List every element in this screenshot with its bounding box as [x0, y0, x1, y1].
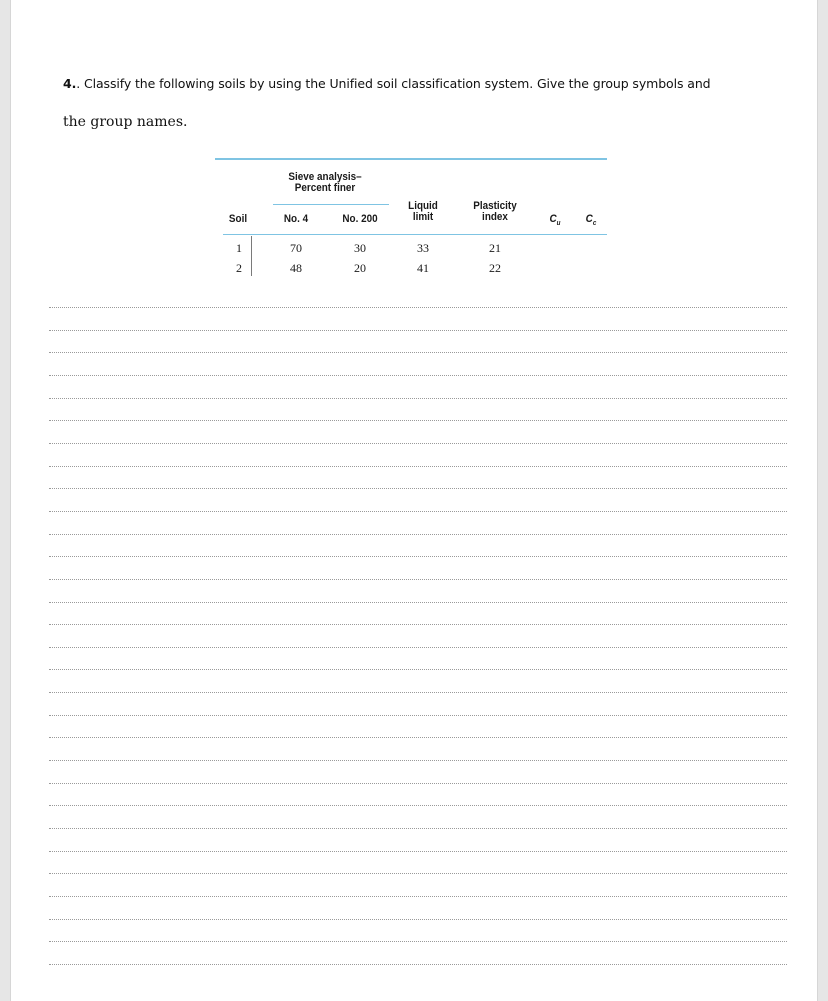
col-header-soil: Soil	[228, 213, 248, 225]
answer-line[interactable]	[49, 330, 787, 331]
row-2-no4: 48	[290, 261, 302, 275]
question-number: 4.	[63, 76, 77, 91]
answer-line[interactable]	[49, 352, 787, 353]
row-2-liquid-limit: 41	[417, 261, 429, 275]
answer-line[interactable]	[49, 783, 787, 784]
row-1-soil: 1	[236, 241, 242, 255]
row-1-plasticity-index: 21	[489, 241, 501, 255]
table-top-rule	[215, 158, 607, 160]
answer-line[interactable]	[49, 375, 787, 376]
answer-line[interactable]	[49, 896, 787, 897]
question-text-line-2: the group names.	[63, 114, 188, 130]
answer-line[interactable]	[49, 602, 787, 603]
answer-line[interactable]	[49, 534, 787, 535]
question-text-line-1	[63, 76, 710, 91]
row-1-no200: 30	[354, 241, 366, 255]
col-header-plasticity-index	[461, 201, 529, 223]
worksheet-page	[10, 0, 818, 1001]
col-header-cc-main: C	[585, 213, 593, 225]
row-1-no4: 70	[290, 241, 302, 255]
row-2-plasticity-index: 22	[489, 261, 501, 275]
sieve-analysis-header	[271, 172, 379, 194]
row-1-liquid-limit: 33	[417, 241, 429, 255]
col-header-cu-sub: u	[556, 220, 561, 228]
answer-line[interactable]	[49, 420, 787, 421]
answer-line[interactable]	[49, 760, 787, 761]
answer-line[interactable]	[49, 669, 787, 670]
answer-line[interactable]	[49, 851, 787, 852]
col-header-cc-sub: c	[592, 220, 597, 228]
col-header-no4: No. 4	[283, 213, 309, 225]
col-header-cu-main: C	[549, 213, 557, 225]
answer-line[interactable]	[49, 307, 787, 308]
row-2-soil: 2	[236, 261, 242, 275]
col-header-liquid-limit-line-1: Liquid	[408, 200, 438, 212]
sieve-analysis-underline	[273, 204, 389, 205]
answer-line[interactable]	[49, 647, 787, 648]
col-header-liquid-limit-line-2: limit	[412, 211, 434, 223]
col-header-liquid-limit	[400, 201, 447, 223]
answer-line[interactable]	[49, 579, 787, 580]
answer-line[interactable]	[49, 692, 787, 693]
answer-line[interactable]	[49, 715, 787, 716]
answer-line[interactable]	[49, 941, 787, 942]
col-header-plasticity-index-line-1: Plasticity	[473, 200, 517, 212]
answer-line[interactable]	[49, 556, 787, 557]
answer-line[interactable]	[49, 828, 787, 829]
col-header-cc	[580, 214, 602, 229]
answer-line[interactable]	[49, 624, 787, 625]
table-header-rule	[223, 234, 607, 235]
answer-line[interactable]	[49, 919, 787, 920]
answer-line[interactable]	[49, 443, 787, 444]
col-header-plasticity-index-line-2: index	[482, 211, 508, 223]
soil-column-separator	[251, 236, 252, 276]
answer-line[interactable]	[49, 737, 787, 738]
col-header-cu	[544, 214, 566, 229]
answer-line[interactable]	[49, 964, 787, 965]
col-header-no200: No. 200	[342, 213, 378, 225]
answer-line[interactable]	[49, 805, 787, 806]
row-2-no200: 20	[354, 261, 366, 275]
question-prompt: . Classify the following soils by using the Unified soil classification system. Give the group symbols and	[76, 76, 711, 91]
answer-line[interactable]	[49, 466, 787, 467]
soil-data-table	[215, 158, 607, 278]
answer-line[interactable]	[49, 398, 787, 399]
answer-line[interactable]	[49, 511, 787, 512]
answer-line[interactable]	[49, 488, 787, 489]
sieve-analysis-header-line-1: Sieve analysis–	[288, 171, 362, 183]
answer-line[interactable]	[49, 873, 787, 874]
sieve-analysis-header-line-2: Percent finer	[294, 182, 356, 194]
